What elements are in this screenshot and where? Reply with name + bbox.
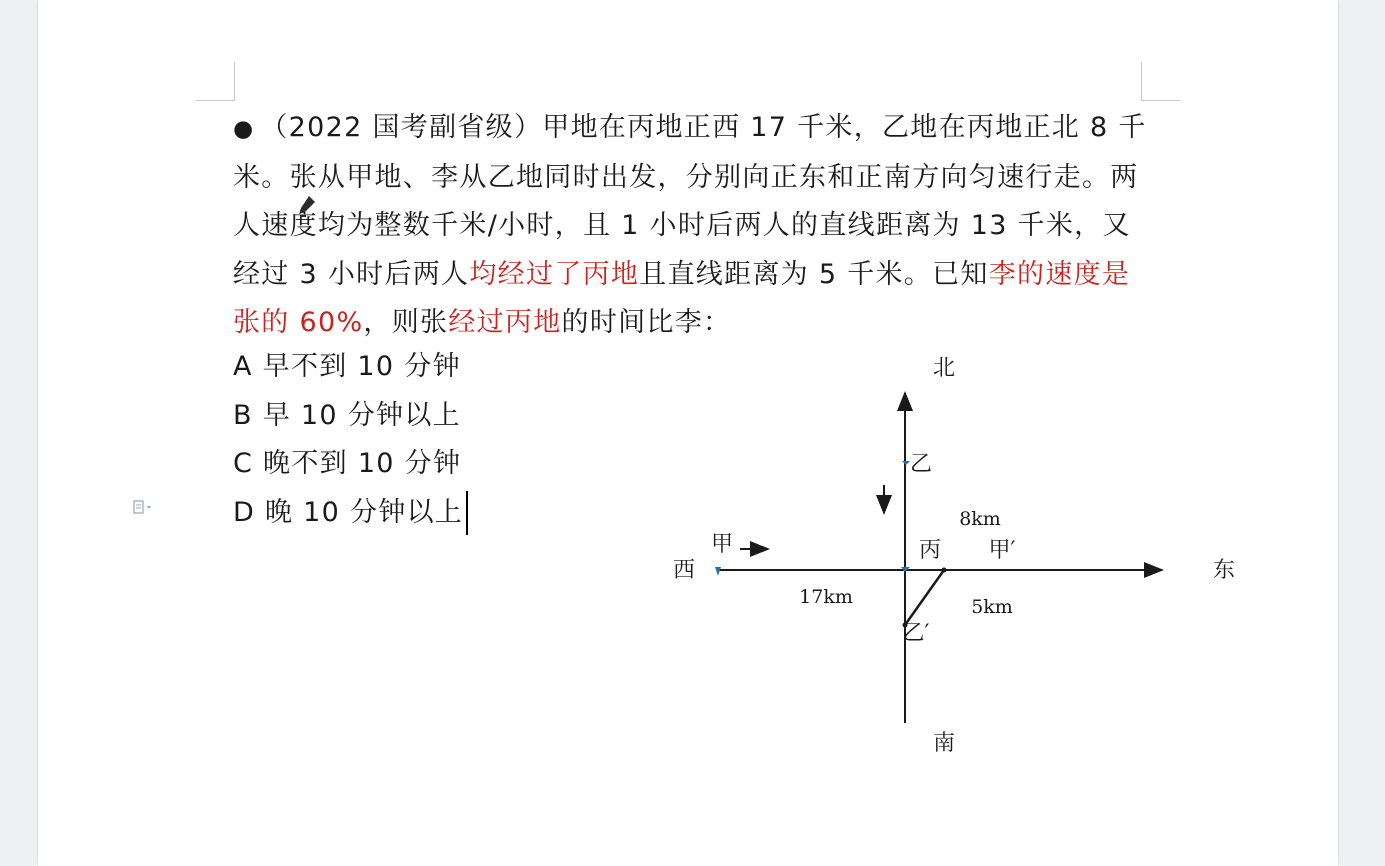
label-east: 东 <box>1212 558 1236 583</box>
bullet-icon: ● <box>233 116 255 142</box>
question-segment: 且直线距离为 5 千米。已知 <box>639 258 989 290</box>
question-highlight: 李的速度是张的 60% <box>233 258 1131 338</box>
jia-marker <box>715 567 721 576</box>
label-distance-north: 8km <box>959 508 1001 530</box>
document-icon[interactable] <box>133 500 153 518</box>
distance-line <box>905 570 944 625</box>
label-jia-prime: 甲′ <box>988 538 1016 563</box>
label-yi-prime: 乙′ <box>902 621 930 646</box>
label-yi: 乙 <box>909 452 933 477</box>
page-corner-mark-top-left <box>196 62 235 101</box>
document-page <box>38 0 1338 866</box>
label-distance-final: 5km <box>971 596 1013 618</box>
question-highlight: 经过丙地 <box>448 307 562 338</box>
question-segment: 的时间比李： <box>561 307 732 338</box>
label-south: 南 <box>932 731 956 756</box>
label-bing: 丙 <box>918 538 942 563</box>
option-a: A 早不到 10 分钟 <box>233 351 461 382</box>
question-highlight: 均经过了丙地 <box>469 258 640 290</box>
yi-marker <box>902 461 910 465</box>
label-distance-west: 17km <box>799 586 853 608</box>
label-jia: 甲 <box>710 532 734 557</box>
question-text[interactable] <box>233 104 1148 348</box>
question-segment: ，则张 <box>363 307 449 338</box>
option-c: C 晚不到 10 分钟 <box>233 448 462 479</box>
question-paragraph <box>233 104 1148 348</box>
jia-prime-point <box>942 568 947 573</box>
direction-diagram <box>618 345 1258 765</box>
option-d-label: D 晚 10 分钟以上 <box>233 496 464 528</box>
option-b: B 早 10 分钟以上 <box>233 399 461 431</box>
page-corner-mark-top-right <box>1141 62 1180 101</box>
text-cursor <box>466 491 468 535</box>
document-icon-graphic <box>133 500 153 514</box>
answer-options[interactable] <box>233 343 468 537</box>
pen-cursor-icon <box>297 194 317 222</box>
option-d <box>233 489 468 538</box>
question-segment: （2022 国考副省级）甲地在丙地正西 17 千米，乙地在丙地正北 8 千米。张从甲地、李从乙地同时出发，分别向正东和正南方向匀速行走。两人速度均为整数千米/小时，且 1 小时后两人的直线距离为 13 千米，又经过 3 小时后两人 <box>233 112 1147 290</box>
label-west: 西 <box>672 558 696 583</box>
label-north: 北 <box>932 356 956 381</box>
